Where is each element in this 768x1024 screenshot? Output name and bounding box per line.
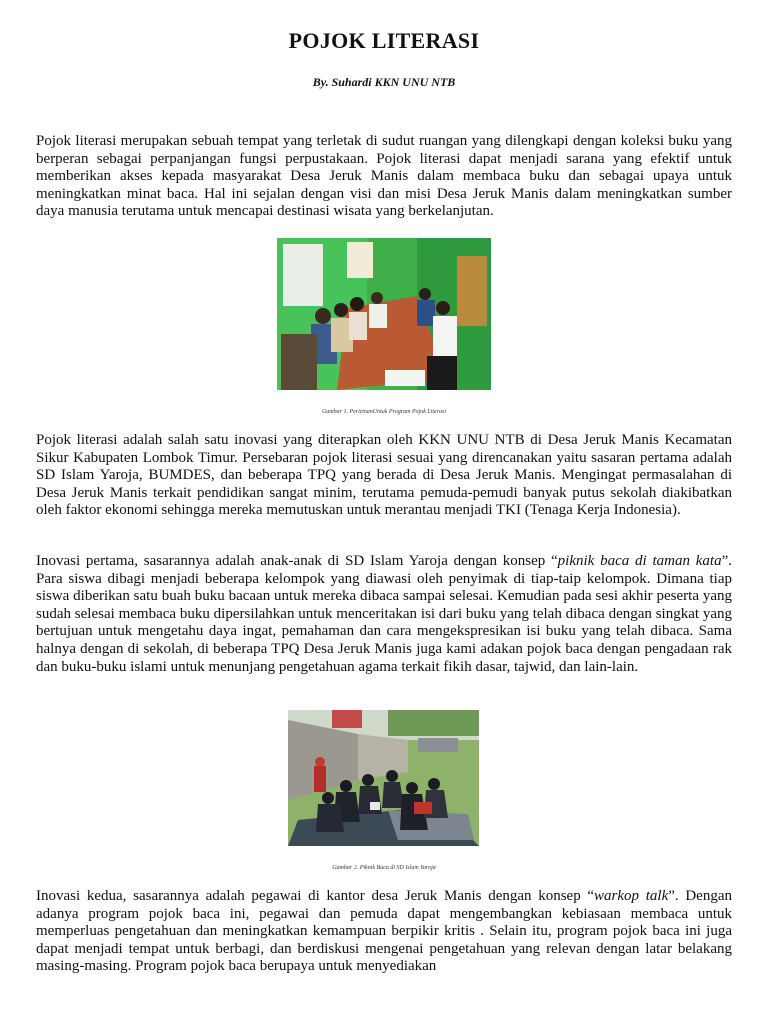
meeting-photo-image bbox=[277, 238, 491, 390]
paragraph-innovation-second-text-b: ”. Dengan adanya program pojok baca ini, pegawai dan pemuda dapat mengembangkan kebiasaan membaca untuk memperluas pengetahuan dan meningkatkan kemampuan berpikir kritis . Selain itu, program pojok baca ini juga dapat menjadi tempat untuk berbagi, dan berdiskusi mengenai pengetahuan yang relevan dengan latar belakang masing-masing. Program pojok baca berupaya untuk menyediakan bbox=[36, 888, 732, 975]
figure-2-caption: Gambar 2. Piknik Baca di SD Islam Yaroja bbox=[332, 865, 436, 871]
concept-name-piknik: piknik baca di taman kata bbox=[557, 553, 722, 569]
document-title: POJOK LITERASI bbox=[288, 28, 480, 53]
reading-picnic-photo-image bbox=[288, 710, 479, 846]
paragraph-intro: Pojok literasi merupakan sebuah tempat yang terletak di sudut ruangan yang dilengkapi dengan koleksi buku yang berperan sebagai perpanjangan fungsi perpustakaan. Pojok literasi dapat menjadi sarana yang efektif untuk memberikan akses kepada masyarakat Desa Jeruk Manis dalam membaca buku dan sebagai upaya untuk meningkatkan minat baca. Hal ini sejalan dengan visi dan misi Desa Jeruk Manis dalam meningkatkan sumber daya manusia terutama untuk mencapai destinasi wisata yang berkelanjutan. bbox=[36, 133, 732, 220]
paragraph-innovation-overview: Pojok literasi adalah salah satu inovasi yang diterapkan oleh KKN UNU NTB di Desa Jeruk Manis Kecamatan Sikur Kabupaten Lombok Timur. Persebaran pojok literasi sesuai yang direncanakan yaitu sasaran pertama adalah SD Islam Yaroja, BUMDES, dan beberapa TPQ yang berada di Desa Jeruk Manis. Mengingat permasalahan di Desa Jeruk Manis terkait pendidikan sangat minim, terutama pemuda-pemudi banyak putus sekolah diakibatkan oleh faktor ekonomi sehingga mereka memutuskan untuk merantau menjadi TKI (Tenaga Kerja Indonesia). bbox=[36, 432, 732, 519]
author-byline: By. Suhardi KKN UNU NTB bbox=[312, 75, 456, 89]
paragraph-innovation-first bbox=[36, 553, 732, 676]
figure-2-photo bbox=[288, 710, 479, 846]
paragraph-innovation-first-text-a: Inovasi pertama, sasarannya adalah anak-anak di SD Islam Yaroja dengan konsep “ bbox=[36, 553, 558, 569]
paragraph-innovation-second bbox=[36, 888, 732, 976]
figure-1-photo bbox=[277, 238, 491, 390]
figure-1-caption: Gambar 1. PerizinanUntuk Program Pojok Literasi bbox=[321, 409, 447, 415]
concept-name-warkop: warkop talk bbox=[594, 888, 669, 904]
paragraph-innovation-second-text-a: Inovasi kedua, sasarannya adalah pegawai di kantor desa Jeruk Manis dengan konsep “ bbox=[36, 888, 595, 904]
paragraph-innovation-first-text-b: ”. Para siswa dibagi menjadi beberapa kelompok yang diawasi oleh penyimak di tiap-taip kelompok. Dimana tiap siswa diberikan satu buah buku bacaan untuk mereka dibaca sampai selesai. Kemudian pada sesi akhir peserta yang sudah selesai membaca buku dipersilahkan untuk menceritakan isi dari buku yang telah dibaca dengan singkat yang bertujuan untuk mengetahu daya ingat, pemahaman dan cara mengekspresikan isi buku yang telah dibaca. Sama halnya dengan di sekolah, di beberapa TPQ Desa Jeruk Manis juga kami adakan pojok baca dengan pengadaan rak dan buku-buku islami untuk menunjang pengetahuan agama terkait fikih dasar, tajwid, dan lain-lain. bbox=[36, 553, 732, 675]
